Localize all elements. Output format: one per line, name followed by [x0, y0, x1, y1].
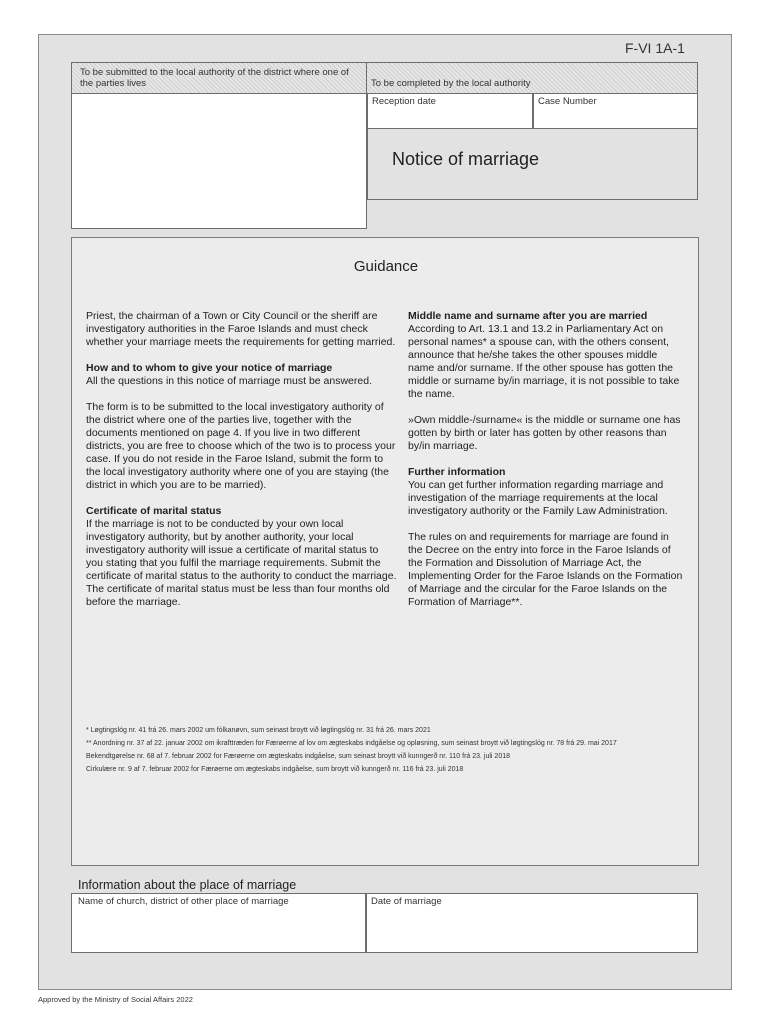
approval-note: Approved by the Ministry of Social Affairs 2022 — [38, 995, 193, 1004]
submit-instruction: To be submitted to the local authority of the district where one of the parties lives — [71, 62, 367, 94]
footnotes — [86, 726, 666, 778]
guidance-left-column — [86, 310, 398, 622]
guidance-section — [71, 237, 699, 866]
marriage-date-field[interactable] — [366, 893, 698, 953]
guidance-title: Guidance — [353, 258, 419, 275]
notice-title: Notice of marriage — [392, 149, 540, 169]
further-info-heading: Further information — [408, 466, 506, 478]
certificate-paragraph: If the marriage is not to be conducted by your own local investigatory authority, but by another authority, your local investigatory authority will issue a certificate of marital status to you stating that you fulfil the marriage requirements. Submit the certificate of marital status to the authority to conduct the marriage. The certificate of marital status must be less than four months old before the marriage. — [86, 518, 397, 608]
form-code: F-VI 1A-1 — [625, 40, 685, 56]
marriage-info-title: Information about the place of marriage — [78, 878, 297, 892]
form-paragraph: The form is to be submitted to the local investigatory authority of the district where one of the parties live, together with the documents mentioned on page 4. If you live in two different districts, you are free to choose which of the two is to process your case. If you do not reside in the Faroe Island, submit the form to the local investigatory authority where one of you are staying (the district in which you are to be married). — [86, 401, 396, 491]
certificate-heading: Certificate of marital status — [86, 505, 222, 517]
how-heading: How and to whom to give your notice of marriage — [86, 362, 333, 374]
guidance-right-column — [408, 310, 684, 622]
own-name-paragraph: »Own middle-/surname« is the middle or surname one has gotten by birth or later has gotten by other reasons than by/in marriage. — [408, 414, 681, 452]
case-number-label: Case Number — [538, 96, 597, 107]
reception-date-label: Reception date — [372, 96, 436, 107]
footnote: ** Anordning nr. 37 af 22. januar 2002 om ikrafttræden for Færøerne af lov om ægteskabs indgåelse og opløsning, sum seinast broytt við løgtingslóg nr. 78 frá 29. mai 2017 — [86, 740, 617, 747]
how-paragraph: All the questions in this notice of marriage must be answered. — [86, 375, 372, 387]
footnote: * Løgtingslóg nr. 41 frá 26. mars 2002 um fólkanøvn, sum seinast broytt við løgtingslóg nr. 31 frá 26. mars 2021 — [86, 727, 431, 734]
middle-name-paragraph: According to Art. 13.1 and 13.2 in Parliamentary Act on personal names* a spouse can, with the others consent, announce that he/she takes the other spouses middle name and/or surname. If the other spouse has gotten the middle or surname by/in marriage, it is not possible to take the name. — [408, 323, 680, 400]
footnote: Bekendtgørelse nr. 68 af 7. februar 2002 for Færøerne om ægteskabs indgåelse, sum seinast broytt við kunngerð nr. 110 frá 23. juli 2018 — [86, 753, 510, 760]
footnote: Cirkulære nr. 9 af 7. februar 2002 for Færøerne om ægteskabs indgåelse, sum broytt við kunngerð nr. 116 frá 23. juli 2018 — [86, 766, 464, 773]
rules-paragraph: The rules on and requirements for marriage are found in the Decree on the entry into force in the Faroe Islands of the Formation and Dissolution of Marriage Act, the Implementing Order for the Faroe Islands on the Formation of Marriage and the circular for the Faroe Islands on the Formation of Marriage**. — [408, 531, 683, 608]
case-number-field[interactable] — [533, 93, 698, 129]
marriage-date-label: Date of marriage — [371, 896, 442, 907]
further-info-paragraph: You can get further information regarding marriage and investigation of the marriage requirements at the local investigatory authority or the Family Law Administration. — [408, 479, 668, 517]
submitter-address-field[interactable] — [71, 93, 367, 229]
middle-name-heading: Middle name and surname after you are married — [408, 310, 648, 322]
church-label: Name of church, district of other place of marriage — [78, 896, 289, 907]
intro-paragraph: Priest, the chairman of a Town or City Council or the sheriff are investigatory authorities in the Faroe Islands and must check whether your marriage meets the requirements for getting married. — [86, 310, 396, 348]
reception-date-field[interactable] — [367, 93, 533, 129]
church-field[interactable] — [71, 893, 366, 953]
authority-instruction: To be completed by the local authority — [367, 62, 698, 94]
